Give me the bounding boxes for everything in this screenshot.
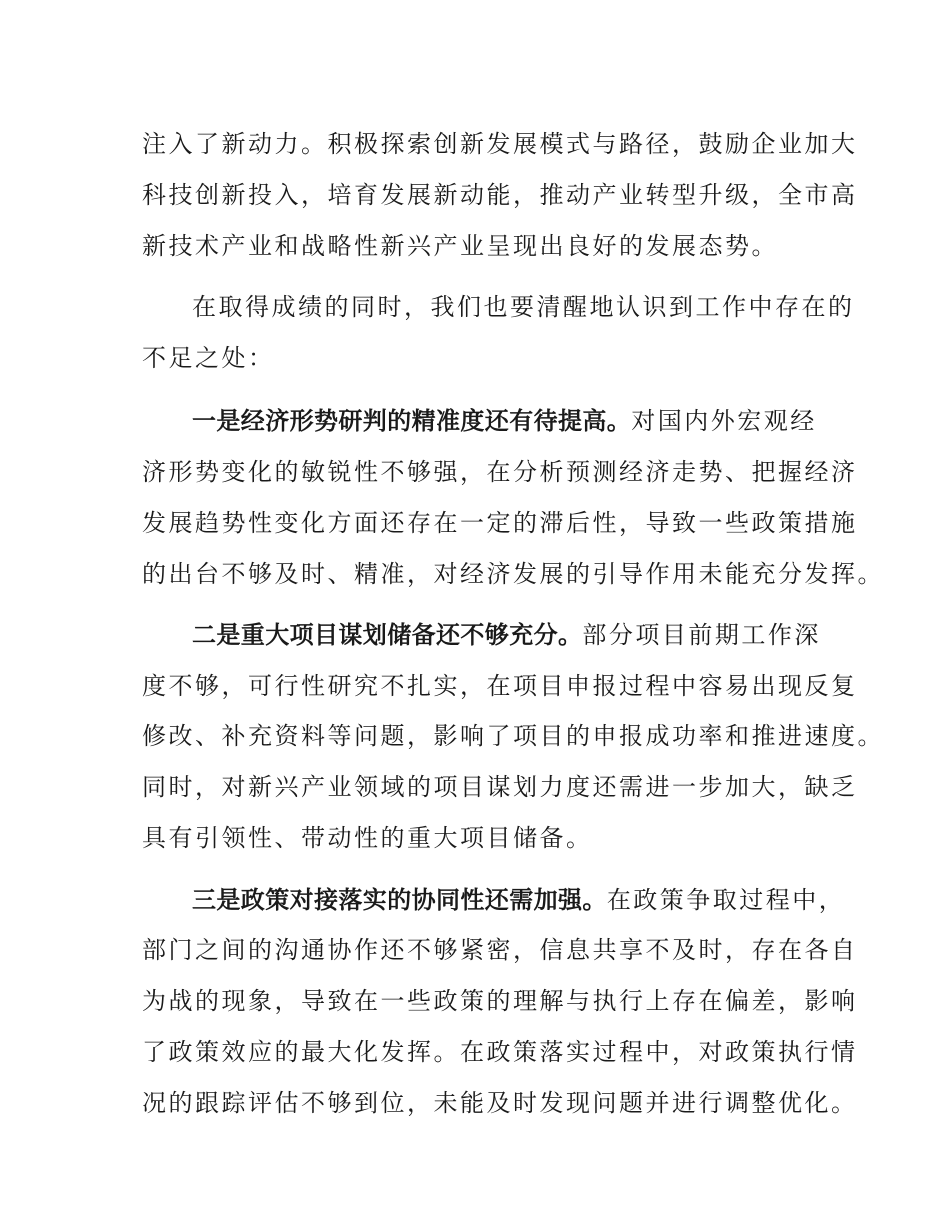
paragraph-2-line-1: 在取得成绩的同时，我们也要清醒地认识到工作中存在的 bbox=[192, 293, 855, 321]
paragraph-5-line-2: 部门之间的沟通协作还不够紧密，信息共享不及时，存在各自 bbox=[142, 936, 858, 964]
paragraph-3-line-1-rest: 对国内外宏观经 bbox=[631, 407, 817, 435]
paragraph-5-line-1-rest: 在政策争取过程中， bbox=[606, 886, 846, 914]
paragraph-4-line-4: 同时，对新兴产业领域的项目谋划力度还需进一步加大，缺乏 bbox=[142, 773, 858, 801]
paragraph-2-line-2: 不足之处： bbox=[142, 344, 275, 372]
paragraph-1-line-3: 新技术产业和战略性新兴产业呈现出良好的发展态势。 bbox=[142, 232, 778, 260]
paragraph-3-line-4: 的出台不够及时、精准，对经济发展的引导作用未能充分发挥。 bbox=[142, 560, 884, 588]
paragraph-4-line-3: 修改、补充资料等问题，影响了项目的申报成功率和推进速度。 bbox=[142, 722, 884, 750]
paragraph-3-line-2: 济形势变化的敏锐性不够强，在分析预测经济走势、把握经济 bbox=[142, 458, 858, 486]
paragraph-1-line-1: 注入了新动力。积极探索创新发展模式与路径，鼓励企业加大 bbox=[142, 130, 858, 158]
paragraph-4-line-2: 度不够，可行性研究不扎实，在项目申报过程中容易出现反复 bbox=[142, 672, 858, 700]
paragraph-4-heading: 二是重大项目谋划储备还不够充分。 bbox=[192, 621, 583, 649]
paragraph-3-heading: 一是经济形势研判的精准度还有待提高。 bbox=[192, 407, 632, 435]
paragraph-3-line-1 bbox=[142, 401, 868, 441]
paragraph-3-line-3: 发展趋势性变化方面还存在一定的滞后性，导致一些政策措施 bbox=[142, 509, 858, 537]
paragraph-5-line-5: 况的跟踪评估不够到位，未能及时发现问题并进行调整优化。 bbox=[142, 1089, 858, 1117]
paragraph-4-line-5: 具有引领性、带动性的重大项目储备。 bbox=[142, 824, 593, 852]
paragraph-5-line-3: 为战的现象，导致在一些政策的理解与执行上存在偏差，影响 bbox=[142, 987, 858, 1015]
paragraph-5-line-4: 了政策效应的最大化发挥。在政策落实过程中，对政策执行情 bbox=[142, 1038, 858, 1066]
paragraph-4-line-1 bbox=[142, 615, 868, 655]
paragraph-5-line-1 bbox=[142, 880, 868, 920]
paragraph-4-line-1-rest: 部分项目前期工作深 bbox=[582, 621, 821, 649]
paragraph-5-heading: 三是政策对接落实的协同性还需加强。 bbox=[192, 886, 607, 914]
paragraph-1-line-2: 科技创新投入，培育发展新动能，推动产业转型升级，全市高 bbox=[142, 181, 858, 209]
